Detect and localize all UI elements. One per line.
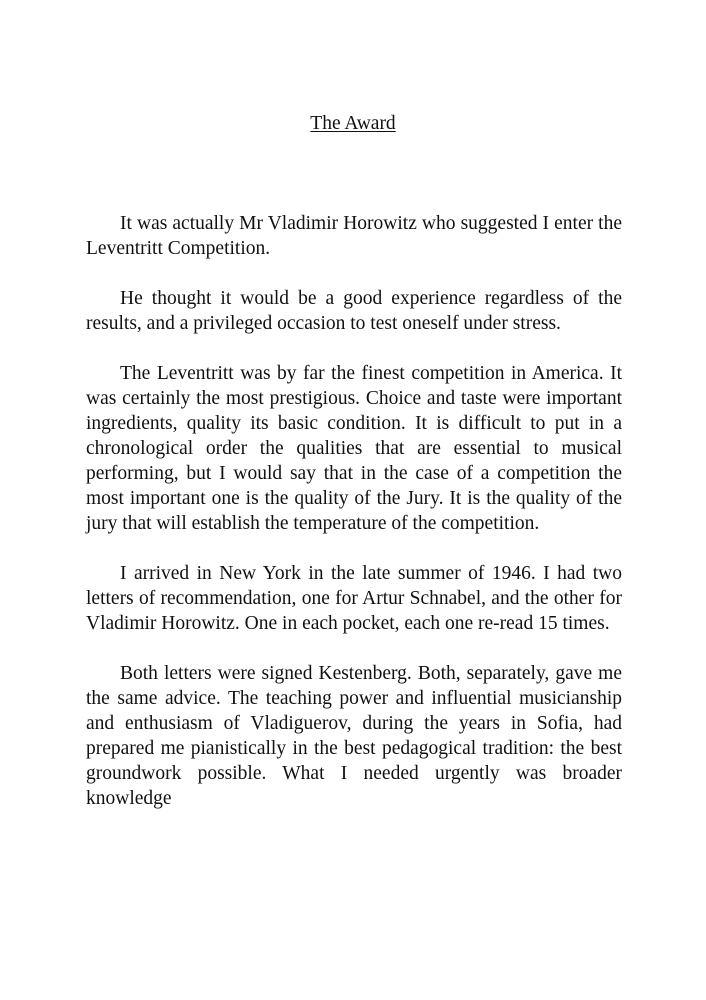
paragraph-1: It was actually Mr Vladimir Horowitz who suggested I enter the Leventritt Competition.	[86, 213, 622, 259]
paragraph-2: He thought it would be a good experience regardless of the results, and a privileged occasion to test oneself under stress.	[86, 288, 622, 334]
chapter-title	[0, 111, 706, 136]
paragraph-4: I arrived in New York in the late summer of 1946. I had two letters of recommendation, one for Artur Schnabel, and the other for Vladimir Horowitz. One in each pocket, each one re-read 15 times.	[86, 563, 622, 634]
paragraph-3: The Leventritt was by far the finest competition in America. It was certainly the most prestigious. Choice and taste were important ingredients, quality its basic condition. It is difficult to put in a chronological order the qualities that are essential to musical performing, but I would say that in the case of a competition the most important one is the quality of the Jury. It is the quality of the jury that will establish the temperature of the competition.	[86, 363, 622, 534]
body-text	[86, 211, 622, 811]
paragraph-5: Both letters were signed Kestenberg. Both, separately, gave me the same advice. The teaching power and influential musicianship and enthusiasm of Vladiguerov, during the years in Sofia, had prepared me pianistically in the best pedagogical tradition: the best groundwork possible. What I needed urgently was broader knowledge	[86, 663, 622, 809]
chapter-title-text: The Award	[310, 113, 396, 134]
